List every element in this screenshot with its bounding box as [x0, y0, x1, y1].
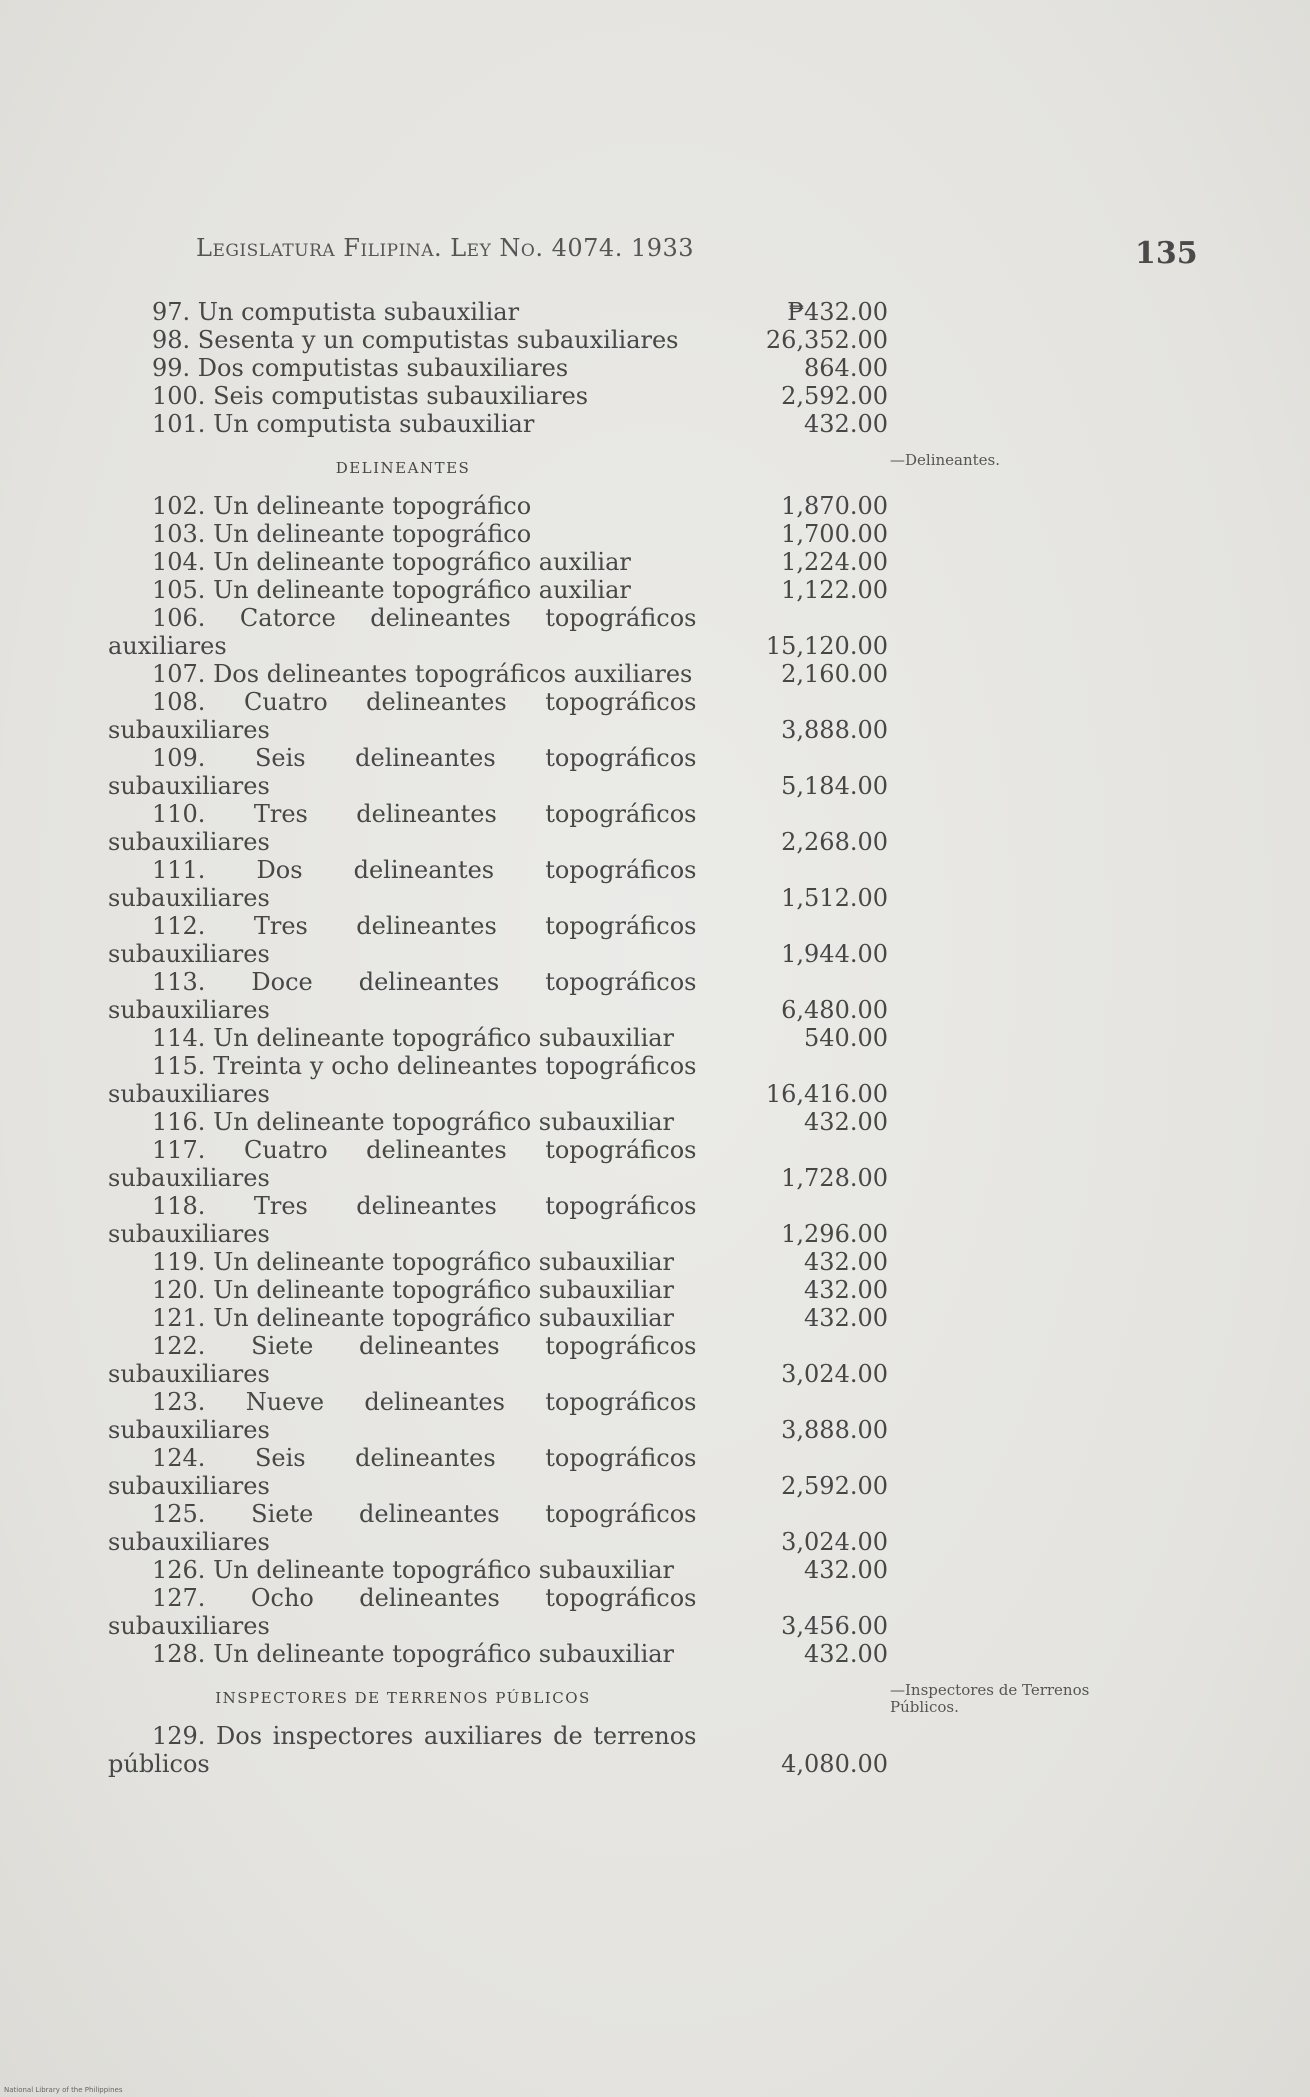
line-item [108, 1304, 888, 1332]
line-item-amount: 432.00 [804, 1276, 888, 1304]
line-item-amount: 432.00 [804, 410, 888, 438]
line-item-amount: 1,870.00 [781, 492, 888, 520]
line-item-text: 102. Un delineante topográfico [152, 492, 532, 520]
line-item [108, 800, 888, 856]
line-item-text: 106. Catorce delineantes topográficos auxiliares [108, 604, 697, 660]
inspectores-section [108, 1722, 888, 1778]
line-item [108, 744, 888, 800]
section-heading-inspectores: INSPECTORES DE TERRENOS PÚBLICOS [215, 1689, 591, 1707]
line-item-amount: 540.00 [804, 1024, 888, 1052]
line-item-text: 129. Dos inspectores auxiliares de terrenos públicos [108, 1722, 697, 1778]
line-item-text: 114. Un delineante topográfico subauxiliar [152, 1024, 675, 1052]
page-number: 135 [1135, 236, 1198, 271]
line-item-amount: 16,416.00 [765, 1080, 888, 1108]
line-item-amount: 1,700.00 [781, 520, 888, 548]
line-item [108, 576, 888, 604]
line-item-amount: 432.00 [804, 1640, 888, 1668]
line-item-text: 111. Dos delineantes topográficos subauxiliares [108, 856, 697, 912]
line-item [108, 688, 888, 744]
line-item [108, 1192, 888, 1248]
line-item-text: 126. Un delineante topográfico subauxiliar [152, 1556, 675, 1584]
line-item-text: 101. Un computista subauxiliar [152, 410, 535, 438]
line-item-text: 119. Un delineante topográfico subauxiliar [152, 1248, 675, 1276]
line-item [108, 1024, 888, 1052]
section-heading-delineantes: DELINEANTES [335, 459, 471, 477]
line-item-amount: 3,456.00 [781, 1612, 888, 1640]
line-item [108, 856, 888, 912]
line-item [108, 1500, 888, 1556]
margin-note-inspectores: —Inspectores de Terrenos Públicos. [890, 1681, 1090, 1716]
running-header: Legislatura Filipina. Ley No. 4074. 1933 [196, 234, 695, 262]
line-item [108, 1722, 888, 1778]
line-item-text: 104. Un delineante topográfico auxiliar [152, 548, 631, 576]
line-item-text: 118. Tres delineantes topográficos subauxiliares [108, 1192, 697, 1248]
line-item-text: 110. Tres delineantes topográficos subauxiliares [108, 800, 697, 856]
line-item [108, 354, 888, 382]
line-item-amount: 5,184.00 [781, 772, 888, 800]
margin-note-delineantes: —Delineantes. [890, 451, 1001, 469]
line-item [108, 1248, 888, 1276]
line-item-text: 108. Cuatro delineantes topográficos subauxiliares [108, 688, 697, 744]
line-item-amount: 1,122.00 [781, 576, 888, 604]
line-item [108, 548, 888, 576]
line-item-text: 109. Seis delineantes topográficos subauxiliares [108, 744, 697, 800]
line-item-amount: 2,268.00 [781, 828, 888, 856]
line-item [108, 912, 888, 968]
line-item [108, 968, 888, 1024]
line-item-amount: 1,224.00 [781, 548, 888, 576]
line-item-amount: 2,160.00 [781, 660, 888, 688]
line-item [108, 1332, 888, 1388]
line-item-text: 112. Tres delineantes topográficos subauxiliares [108, 912, 697, 968]
line-item-amount: 1,296.00 [781, 1220, 888, 1248]
line-item [108, 326, 888, 354]
line-item-amount: 3,024.00 [781, 1528, 888, 1556]
line-item [108, 1108, 888, 1136]
line-item-amount: ₱432.00 [787, 298, 888, 326]
line-item-text: 124. Seis delineantes topográficos subauxiliares [108, 1444, 697, 1500]
line-item [108, 1052, 888, 1108]
line-item-amount: 432.00 [804, 1248, 888, 1276]
line-item-amount: 432.00 [804, 1556, 888, 1584]
line-item-text: 122. Siete delineantes topográficos subauxiliares [108, 1332, 697, 1388]
line-item [108, 382, 888, 410]
line-item-text: 107. Dos delineantes topográficos auxiliares [152, 660, 693, 688]
line-item-amount: 2,592.00 [781, 1472, 888, 1500]
line-item-amount: 864.00 [804, 354, 888, 382]
line-item-amount: 1,512.00 [781, 884, 888, 912]
line-item-text: 125. Siete delineantes topográficos subauxiliares [108, 1500, 697, 1556]
line-item [108, 660, 888, 688]
line-item [108, 1556, 888, 1584]
line-item-text: 127. Ocho delineantes topográficos subauxiliares [108, 1584, 697, 1640]
line-item-amount: 1,944.00 [781, 940, 888, 968]
line-item-amount: 3,024.00 [781, 1360, 888, 1388]
line-item-text: 128. Un delineante topográfico subauxiliar [152, 1640, 675, 1668]
computistas-section [108, 298, 888, 438]
line-item-amount: 432.00 [804, 1304, 888, 1332]
line-item-text: 123. Nueve delineantes topográficos subauxiliares [108, 1388, 697, 1444]
line-item [108, 604, 888, 660]
line-item-amount: 1,728.00 [781, 1164, 888, 1192]
footer-credit: National Library of the Philippines [4, 2086, 123, 2094]
line-item-text: 117. Cuatro delineantes topográficos subauxiliares [108, 1136, 697, 1192]
line-item-amount: 4,080.00 [781, 1750, 888, 1778]
line-item [108, 410, 888, 438]
line-item-amount: 2,592.00 [781, 382, 888, 410]
line-item-amount: 432.00 [804, 1108, 888, 1136]
line-item-text: 115. Treinta y ocho delineantes topográficos subauxiliares [108, 1052, 697, 1108]
line-item-text: 98. Sesenta y un computistas subauxiliares [152, 326, 679, 354]
line-item-amount: 3,888.00 [781, 716, 888, 744]
line-item-text: 100. Seis computistas subauxiliares [152, 382, 589, 410]
line-item [108, 298, 888, 326]
line-item [108, 1276, 888, 1304]
line-item [108, 492, 888, 520]
line-item [108, 1444, 888, 1500]
delineantes-section [108, 492, 888, 1668]
line-item-amount: 6,480.00 [781, 996, 888, 1024]
line-item-text: 121. Un delineante topográfico subauxiliar [152, 1304, 675, 1332]
line-item-text: 97. Un computista subauxiliar [152, 298, 520, 326]
line-item-amount: 3,888.00 [781, 1416, 888, 1444]
line-item-text: 105. Un delineante topográfico auxiliar [152, 576, 631, 604]
line-item [108, 1136, 888, 1192]
line-item-text: 113. Doce delineantes topográficos subauxiliares [108, 968, 697, 1024]
line-item-text: 120. Un delineante topográfico subauxiliar [152, 1276, 675, 1304]
line-item-text: 116. Un delineante topográfico subauxiliar [152, 1108, 675, 1136]
line-item [108, 1640, 888, 1668]
appropriation-list [108, 298, 888, 1778]
line-item-text: 103. Un delineante topográfico [152, 520, 532, 548]
line-item [108, 520, 888, 548]
line-item [108, 1388, 888, 1444]
line-item-amount: 15,120.00 [765, 632, 888, 660]
line-item-text: 99. Dos computistas subauxiliares [152, 354, 569, 382]
line-item-amount: 26,352.00 [765, 326, 888, 354]
line-item [108, 1584, 888, 1640]
